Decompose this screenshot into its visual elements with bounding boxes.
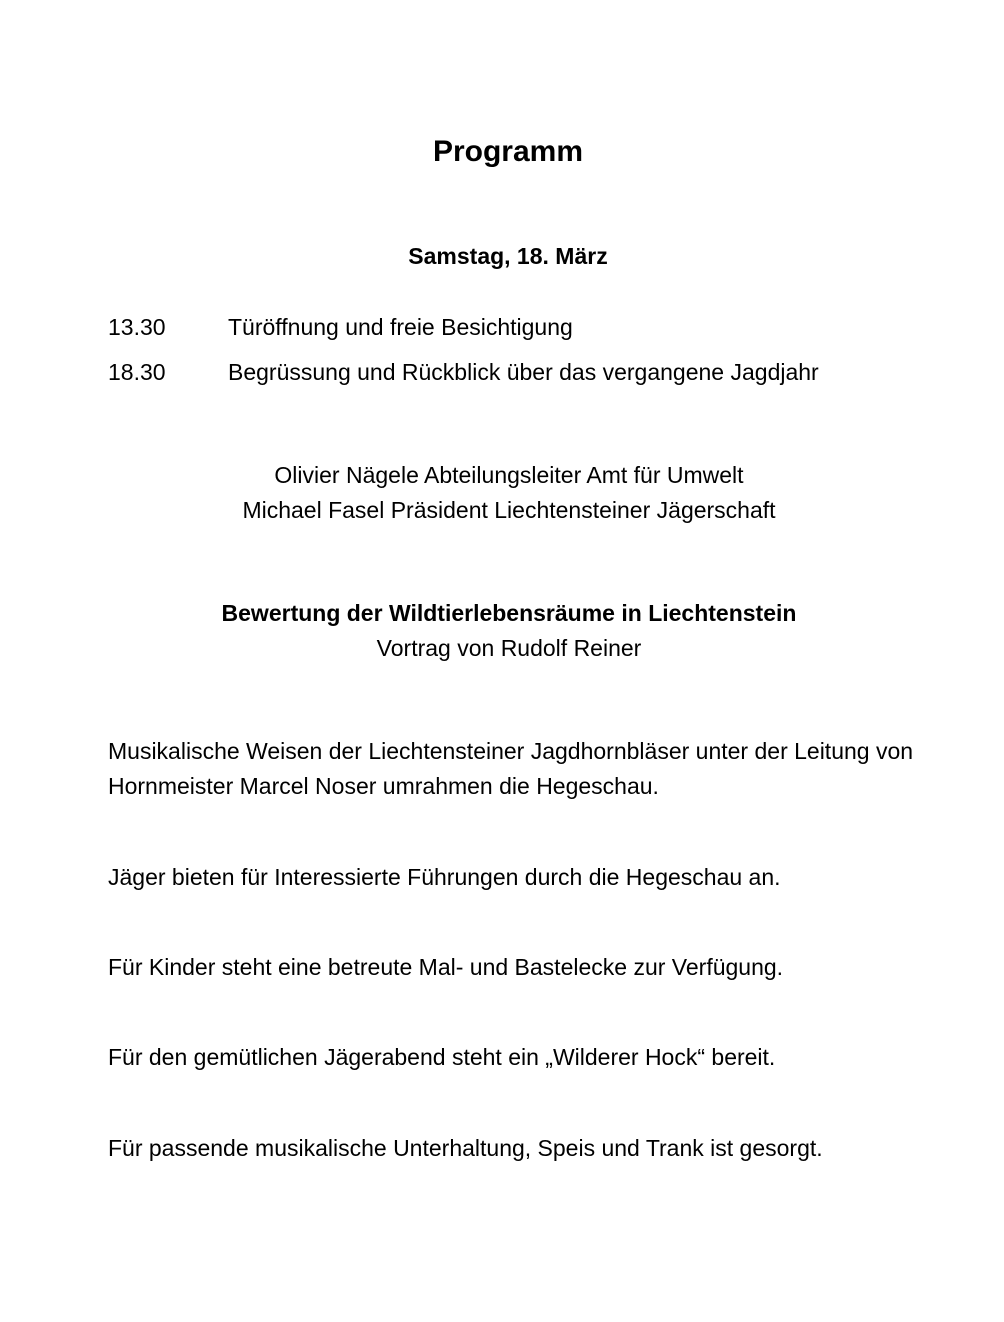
schedule-row xyxy=(108,356,819,388)
event-date: Samstag, 18. März xyxy=(408,243,608,269)
note-paragraph: Für den gemütlichen Jägerabend steht ein „Wilderer Hock“ bereit. xyxy=(108,1044,776,1070)
note-paragraph: Für Kinder steht eine betreute Mal- und Bastelecke zur Verfügung. xyxy=(108,954,784,980)
note-paragraph: Musikalische Weisen der Liechtensteiner Jagdhornbläser unter der Leitung von Hornmeister Marcel Noser umrahmen die Hegeschau. xyxy=(108,738,914,799)
note-paragraph: Jäger bieten für Interessierte Führungen durch die Hegeschau an. xyxy=(108,864,781,890)
speaker-line: Olivier Nägele Abteilungsleiter Amt für Umwelt xyxy=(274,462,744,488)
lecture-title: Bewertung der Wildtierlebensräume in Liechtenstein xyxy=(221,600,797,626)
schedule-time: 13.30 xyxy=(108,314,166,340)
lecture-subtitle: Vortrag von Rudolf Reiner xyxy=(376,635,642,661)
schedule-time: 18.30 xyxy=(108,359,166,385)
note-paragraph: Für passende musikalische Unterhaltung, Speis und Trank ist gesorgt. xyxy=(108,1135,823,1161)
speaker-line: Michael Fasel Präsident Liechtensteiner Jägerschaft xyxy=(242,497,776,523)
page-title: Programm xyxy=(432,135,584,168)
schedule-text: Begrüssung und Rückblick über das vergangene Jagdjahr xyxy=(228,359,819,385)
schedule-row xyxy=(108,311,573,343)
schedule-text: Türöffnung und freie Besichtigung xyxy=(228,314,573,340)
